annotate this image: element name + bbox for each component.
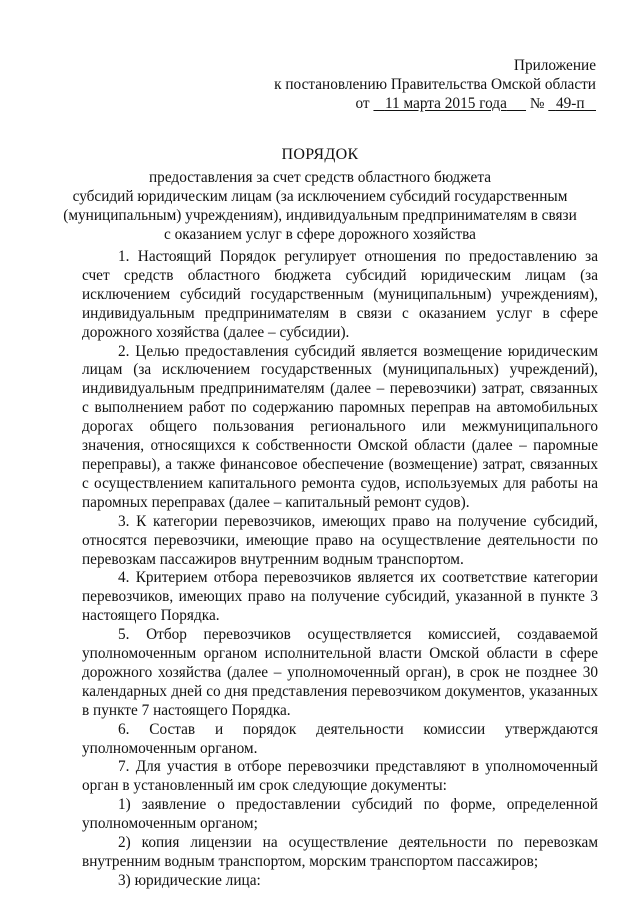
resolution-reference: к постановлению Правительства Омской области <box>274 76 596 93</box>
subtitle-line: предоставления за счет средств областного бюджета <box>148 169 491 186</box>
paragraph-2: 2. Целью предоставления субсидий является возмещение юридическим лицам (за исключением государственных (муниципальных) учреждений), индивидуальным предпринимателям (далее – перевозчики) затрат, связанных с выполнением работ по содержанию паромных переправ на автомобильных дорогах общего пользования регионального или межмуниципального значения, относящихся к собственности Омской области (далее – паромные переправы), а также финансовое обеспечение (возмещение) затрат, связанных с осуществлением капитального ремонта судов, используемых для работы на паромных переправах (далее – капитальный ремонт судов). <box>82 342 598 511</box>
paragraph-5: 5. Отбор перевозчиков осуществляется комиссией, создаваемой уполномоченным органом исполнительной власти Омской области в сфере дорожного хозяйства (далее – уполномоченный орган), в срок не позднее 30 календарных дней со дня представления перевозчиком документов, указанных в пункте 7 настоящего Порядка. <box>82 626 598 719</box>
date-prefix: от <box>355 95 370 112</box>
resolution-number <box>548 95 596 112</box>
appendix-label: Приложение <box>513 57 596 74</box>
paragraph-7: 7. Для участия в отборе перевозчики представляют в уполномоченный орган в установленный им срок следующие документы: <box>82 758 598 795</box>
number-prefix: № <box>529 95 545 112</box>
document-body <box>82 248 598 891</box>
paragraph-1: 1. Настоящий Порядок регулирует отношения по предоставлению за счет средств областного бюджета субсидий юридическим лицам (за исключением субсидий государственным (муниципальным) учреждениям), индивидуальным предпринимателям в связи с оказанием услуг в сфере дорожного хозяйства (далее – субсидии). <box>82 248 598 341</box>
resolution-number-value: 49-п <box>555 95 585 112</box>
subtitle-line: (муниципальным) учреждениям), индивидуальным предпринимателям в связи <box>63 207 577 224</box>
paragraph-7-item-3: 3) юридические лица: <box>118 871 261 889</box>
resolution-date <box>373 95 526 112</box>
paragraph-7-item-2: 2) копия лицензии на осуществление деятельности по перевозкам внутренним водным транспортом, морским транспортом пассажиров; <box>82 834 598 870</box>
paragraph-4: 4. Критерием отбора перевозчиков является их соответствие категории перевозчиков, имеющих право на получение субсидий, указанной в пункте 3 настоящего Порядка. <box>82 569 598 625</box>
paragraph-3: 3. К категории перевозчиков, имеющих право на получение субсидий, относятся перевозчики, имеющие право на осуществление деятельности по перевозкам пассажиров внутренним водным транспортом. <box>82 512 598 568</box>
resolution-date-number <box>274 94 596 113</box>
document-title: ПОРЯДОК <box>281 146 359 163</box>
paragraph-7-item-1: 1) заявление о предоставлении субсидий по форме, определенной уполномоченным органом; <box>82 796 598 833</box>
subtitle-line: субсидий юридическим лицам (за исключением субсидий государственным <box>72 188 568 205</box>
document-title-block <box>0 145 640 244</box>
paragraph-6: 6. Состав и порядок деятельности комиссии утверждаются уполномоченным органом. <box>82 720 598 757</box>
appendix-header <box>274 56 596 113</box>
resolution-date-value: 11 марта 2015 года <box>384 95 507 112</box>
subtitle-line: с оказанием услуг в сфере дорожного хозяйства <box>164 226 476 243</box>
